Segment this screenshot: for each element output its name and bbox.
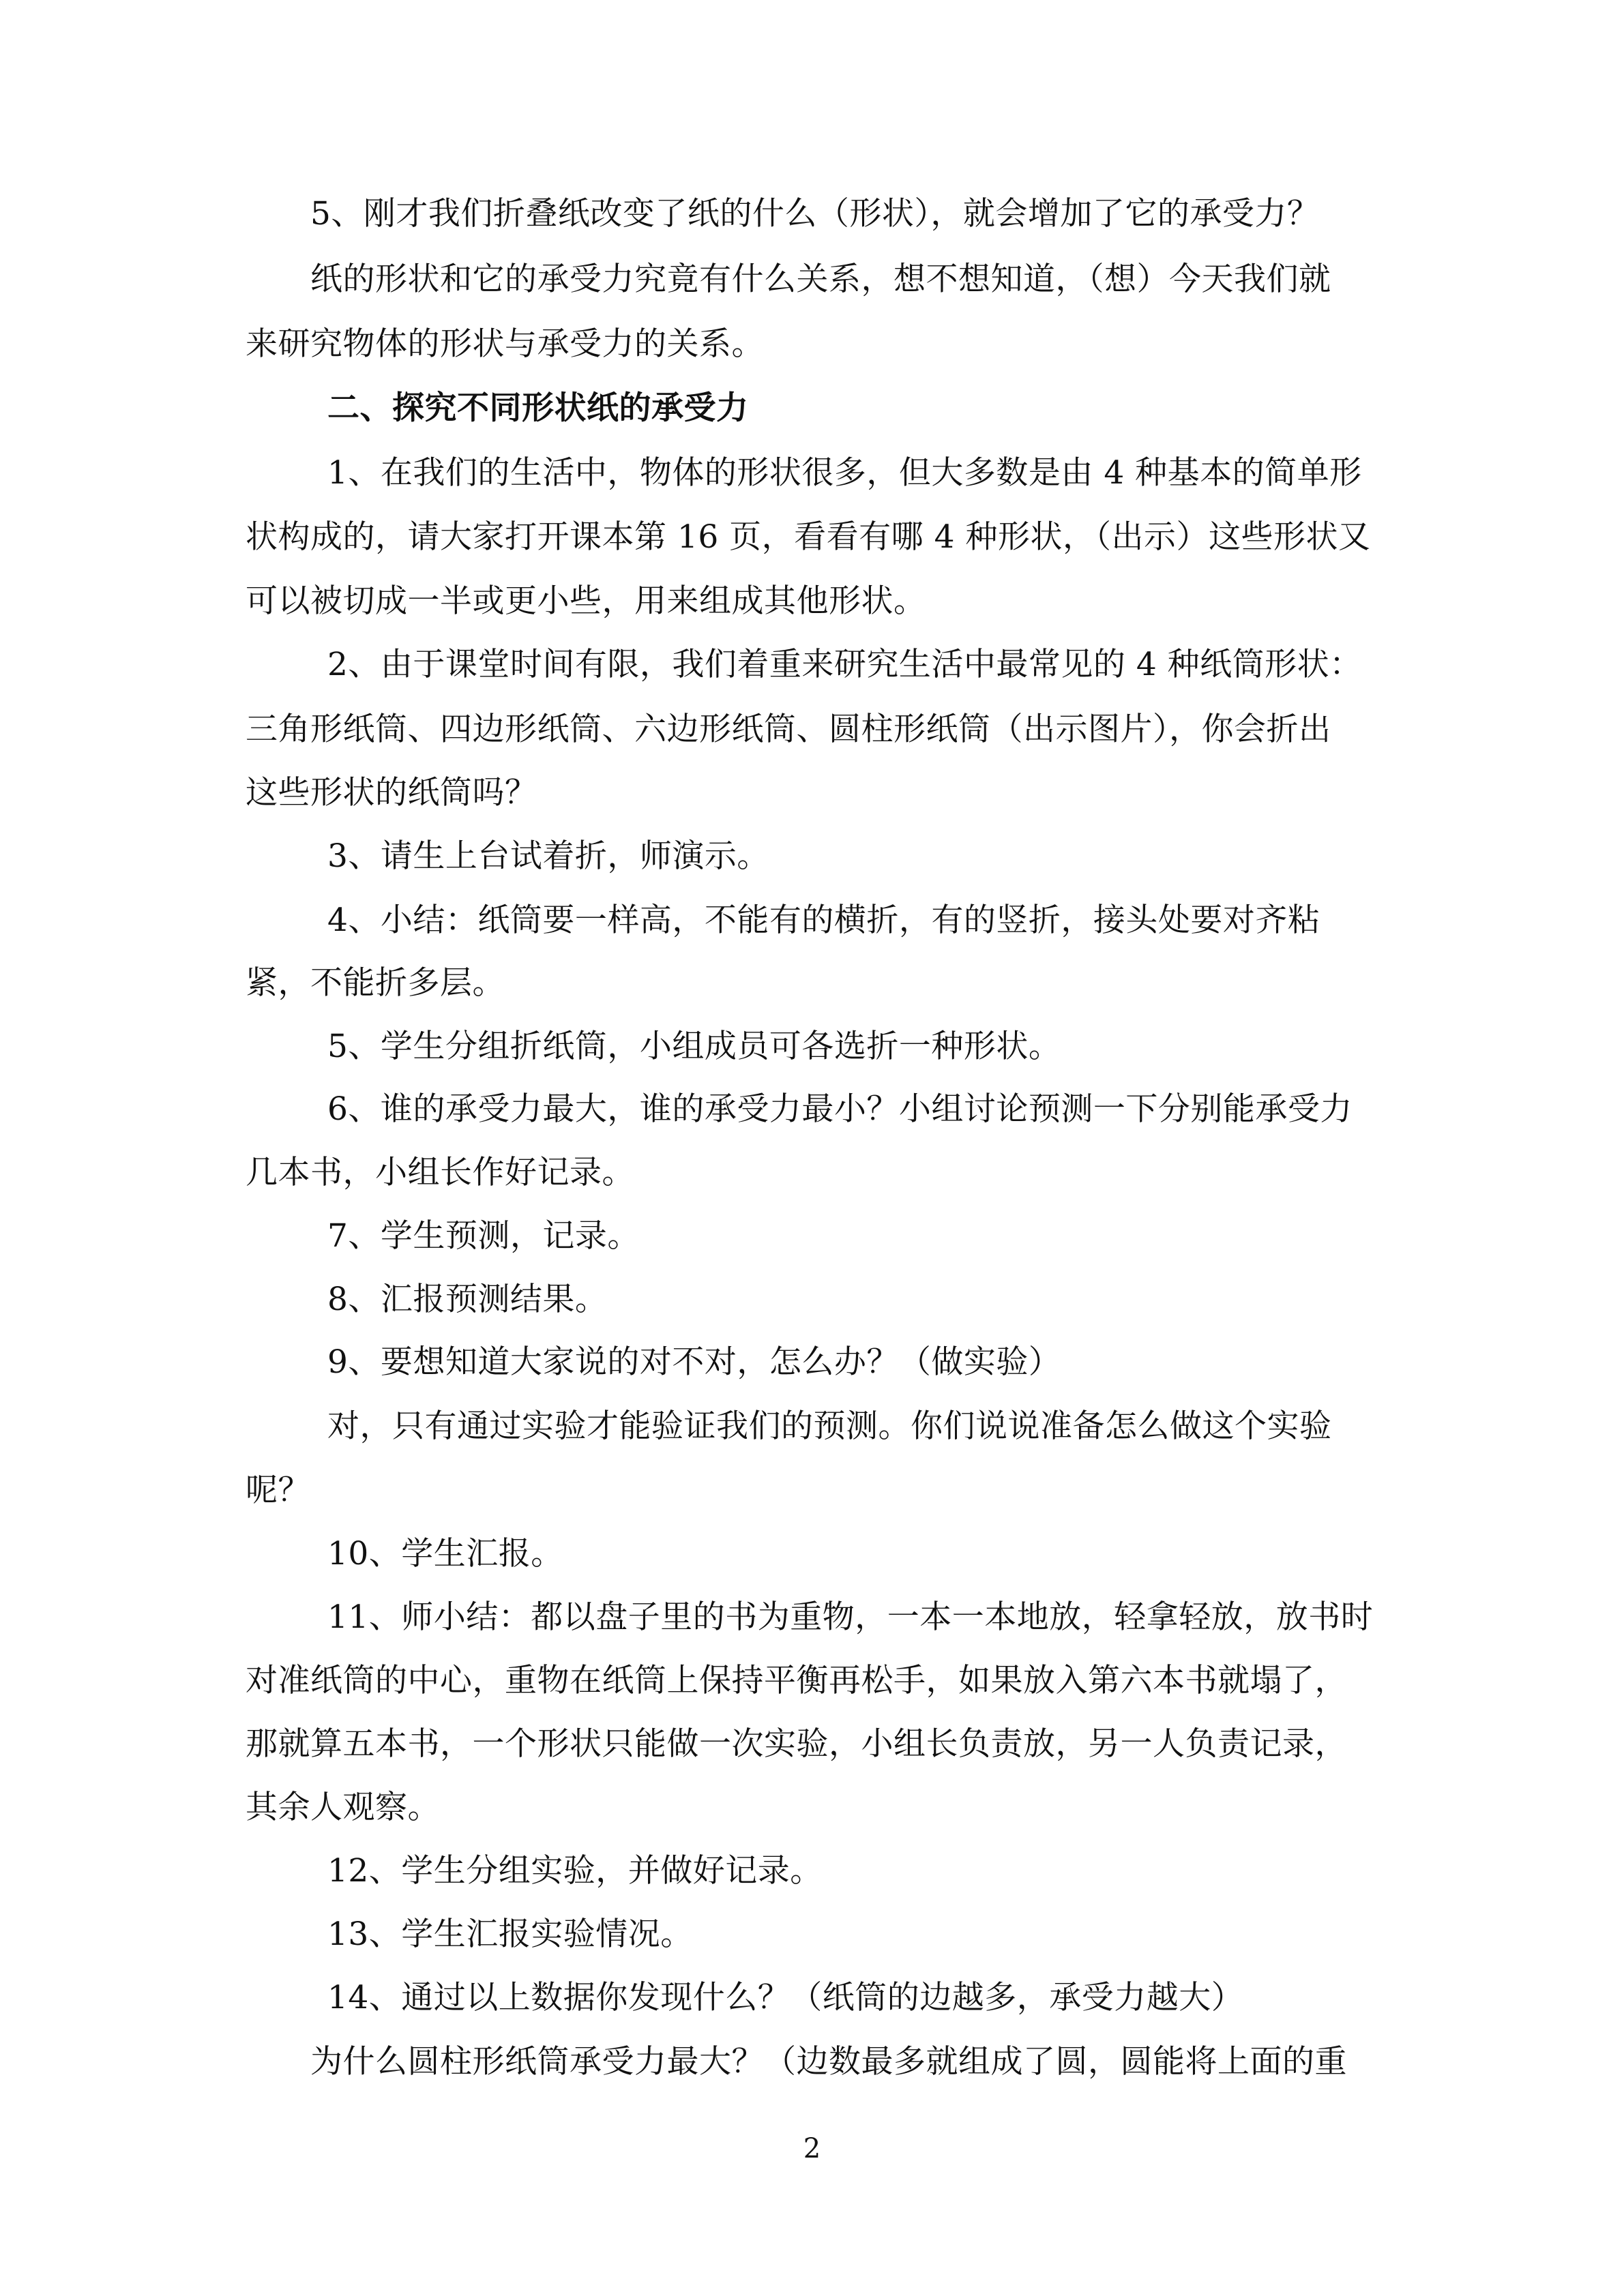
section-heading: 二、探究不同形状纸的承受力 (327, 389, 749, 427)
paragraph-line-21: 呢？ (246, 1472, 310, 1509)
paragraph-line-17: 7、学生预测，记录。 (327, 1217, 640, 1255)
paragraph-line-25: 那就算五本书，一个形状只能做一次实验，小组长负责放，另一人负责记录， (246, 1725, 1347, 1763)
paragraph-line-8: 2、由于课堂时间有限，我们着重来研究生活中最常见的 4 种纸筒形状： (327, 646, 1362, 683)
paragraph-line-27: 12、学生分组实验，并做好记录。 (327, 1852, 823, 1890)
paragraph-line-26: 其余人观察。 (246, 1789, 440, 1826)
paragraph-line-7: 可以被切成一半或更小些，用来组成其他形状。 (246, 582, 926, 620)
paragraph-line-3: 来研究物体的形状与承受力的关系。 (246, 325, 764, 363)
paragraph-line-24: 对准纸筒的中心，重物在纸筒上保持平衡再松手，如果放入第六本书就塌了， (246, 1662, 1347, 1699)
paragraph-line-18: 8、汇报预测结果。 (327, 1281, 608, 1318)
paragraph-line-14: 5、学生分组折纸筒，小组成员可各选折一种形状。 (327, 1028, 1061, 1065)
paragraph-line-6: 状构成的，请大家打开课本第 16 页，看看有哪 4 种形状，（出示）这些形状又 (246, 518, 1371, 556)
paragraph-line-16: 几本书，小组长作好记录。 (246, 1154, 634, 1191)
paragraph-line-28: 13、学生汇报实验情况。 (327, 1915, 693, 1953)
paragraph-line-23: 11、师小结：都以盘子里的书为重物，一本一本地放，轻拿轻放，放书时 (327, 1598, 1374, 1636)
paragraph-line-11: 3、请生上台试着折，师演示。 (327, 837, 769, 875)
paragraph-line-15: 6、谁的承受力最大，谁的承受力最小？小组讨论预测一下分别能承受力 (327, 1090, 1353, 1128)
paragraph-line-5: 1、在我们的生活中，物体的形状很多，但大多数是由 4 种基本的简单形 (327, 454, 1362, 492)
paragraph-line-10: 这些形状的纸筒吗？ (246, 774, 537, 811)
paragraph-line-30: 为什么圆柱形纸筒承受力最大？（边数最多就组成了圆，圆能将上面的重 (310, 2043, 1347, 2081)
paragraph-line-22: 10、学生汇报。 (327, 1535, 563, 1572)
paragraph-line-1: 5、刚才我们折叠纸改变了纸的什么（形状），就会增加了它的承受力？ (310, 195, 1320, 233)
paragraph-line-20: 对，只有通过实验才能验证我们的预测。你们说说准备怎么做这个实验 (327, 1407, 1332, 1445)
paragraph-line-19: 9、要想知道大家说的对不对，怎么办？（做实验） (327, 1343, 1061, 1381)
paragraph-line-13: 紧，不能折多层。 (246, 964, 505, 1002)
paragraph-line-12: 4、小结：纸筒要一样高，不能有的横折，有的竖折，接头处要对齐粘 (327, 901, 1320, 939)
page-number: 2 (803, 2133, 821, 2164)
paragraph-line-9: 三角形纸筒、四边形纸筒、六边形纸筒、圆柱形纸筒（出示图片），你会折出 (246, 711, 1331, 748)
paragraph-line-29: 14、通过以上数据你发现什么？（纸筒的边越多，承受力越大） (327, 1979, 1244, 2016)
paragraph-line-2: 纸的形状和它的承受力究竟有什么关系，想不想知道，（想）今天我们就 (310, 260, 1331, 298)
